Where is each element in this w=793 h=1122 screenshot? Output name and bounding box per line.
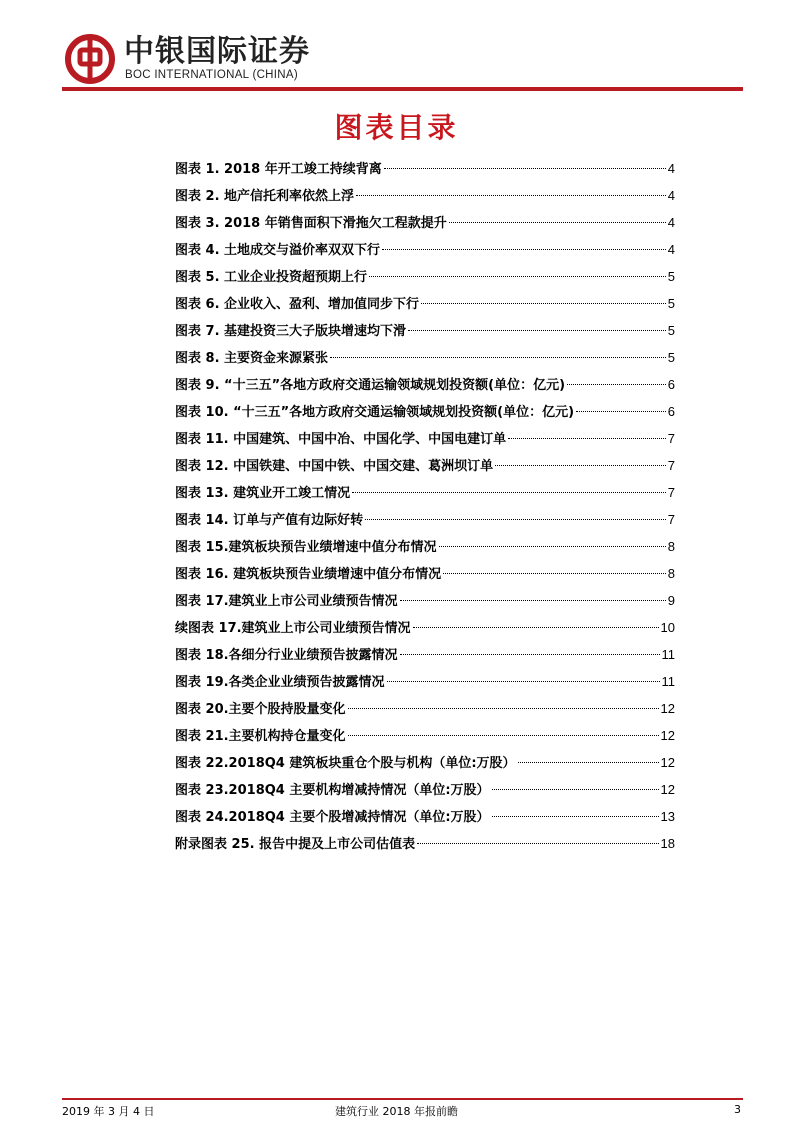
toc-leader-dots — [449, 222, 666, 223]
toc-leader-dots — [369, 276, 666, 277]
toc-leader-dots — [400, 600, 666, 601]
toc-leader-dots — [408, 330, 666, 331]
page-header — [0, 0, 793, 100]
toc-leader-dots — [492, 816, 659, 817]
header-divider — [62, 87, 743, 91]
toc-entry-page[interactable]: 4 — [667, 215, 675, 230]
toc-leader-dots — [352, 492, 666, 493]
toc-entry-label[interactable]: 图表 11. 中国建筑、中国中冶、中国化学、中国电建订单 — [175, 432, 507, 447]
toc-leader-dots — [492, 789, 659, 790]
toc-entry-label[interactable]: 附录图表 25. 报告中提及上市公司估值表 — [175, 837, 416, 852]
toc-entry-label[interactable]: 图表 2. 地产信托利率依然上浮 — [175, 189, 355, 204]
toc-entry-label[interactable]: 图表 21.主要机构持仓量变化 — [175, 729, 346, 744]
toc-entry-page[interactable]: 8 — [667, 539, 675, 554]
toc-entry-page[interactable]: 6 — [667, 404, 675, 419]
toc-entry-page[interactable]: 4 — [667, 188, 675, 203]
brand-name-cn: 中银国际证券 — [124, 34, 310, 69]
toc-leader-dots — [439, 546, 666, 547]
toc-leader-dots — [400, 654, 660, 655]
toc-entry[interactable] — [175, 699, 675, 726]
toc-entry-label[interactable]: 图表 24.2018Q4 主要个股增减持情况（单位:万股） — [175, 810, 490, 825]
toc-entry-label[interactable]: 图表 4. 土地成交与溢价率双双下行 — [175, 243, 381, 258]
toc-leader-dots — [365, 519, 666, 520]
toc-entry-label[interactable]: 图表 23.2018Q4 主要机构增减持情况（单位:万股） — [175, 783, 490, 798]
toc-entry-label[interactable]: 图表 13. 建筑业开工竣工情况 — [175, 486, 351, 501]
toc-entry-page[interactable]: 7 — [667, 458, 675, 473]
toc-leader-dots — [576, 411, 666, 412]
toc-entry-page[interactable]: 5 — [667, 296, 675, 311]
toc-entry-label[interactable]: 图表 22.2018Q4 建筑板块重仓个股与机构（单位:万股） — [175, 756, 516, 771]
toc-entry[interactable] — [175, 591, 675, 618]
toc-leader-dots — [567, 384, 666, 385]
toc-entry-label[interactable]: 续图表 17.建筑业上市公司业绩预告情况 — [175, 621, 411, 636]
toc-entry[interactable] — [175, 564, 675, 591]
toc-leader-dots — [443, 573, 666, 574]
toc-entry-page[interactable]: 7 — [667, 485, 675, 500]
toc-entry[interactable] — [175, 753, 675, 780]
toc-leader-dots — [417, 843, 658, 844]
toc-entry[interactable] — [175, 321, 675, 348]
toc-entry[interactable] — [175, 267, 675, 294]
toc-leader-dots — [384, 168, 666, 169]
toc-entry-label[interactable]: 图表 9. “十三五”各地方政府交通运输领域规划投资额(单位：亿元) — [175, 378, 566, 393]
toc-entry-label[interactable]: 图表 16. 建筑板块预告业绩增速中值分布情况 — [175, 567, 442, 582]
brand-name-en: BOC INTERNATIONAL (CHINA) — [125, 69, 298, 81]
toc-entry-label[interactable]: 图表 18.各细分行业业绩预告披露情况 — [175, 648, 398, 663]
toc-entry-page[interactable]: 5 — [667, 323, 675, 338]
page-title: 图表目录 — [334, 111, 459, 144]
toc-entry-page[interactable]: 7 — [667, 512, 675, 527]
toc-entry-page[interactable]: 12 — [660, 701, 675, 716]
toc-leader-dots — [421, 303, 666, 304]
toc-entry-label[interactable]: 图表 19.各类企业业绩预告披露情况 — [175, 675, 385, 690]
toc-entry[interactable] — [175, 240, 675, 267]
toc-entry-label[interactable]: 图表 20.主要个股持股量变化 — [175, 702, 346, 717]
footer-divider — [62, 1098, 743, 1100]
toc-leader-dots — [330, 357, 666, 358]
toc-entry-page[interactable]: 12 — [660, 728, 675, 743]
toc-entry[interactable] — [175, 726, 675, 753]
toc-entry-page[interactable]: 10 — [660, 620, 675, 635]
toc-entry[interactable] — [175, 672, 675, 699]
footer-report-title: 建筑行业 2018 年报前瞻 — [335, 1105, 458, 1118]
toc-entry-page[interactable]: 11 — [661, 647, 675, 662]
table-of-figures — [175, 159, 675, 861]
footer-page-number: 3 — [734, 1103, 741, 1116]
toc-entry-label[interactable]: 图表 15.建筑板块预告业绩增速中值分布情况 — [175, 540, 437, 555]
toc-entry-page[interactable]: 9 — [667, 593, 675, 608]
toc-entry[interactable] — [175, 294, 675, 321]
toc-entry[interactable] — [175, 645, 675, 672]
toc-leader-dots — [495, 465, 666, 466]
toc-entry-page[interactable]: 5 — [667, 269, 675, 284]
footer-date: 2019 年 3 月 4 日 — [62, 1105, 155, 1118]
toc-leader-dots — [518, 762, 659, 763]
toc-entry[interactable] — [175, 402, 675, 429]
toc-entry[interactable] — [175, 159, 675, 186]
toc-entry-label[interactable]: 图表 12. 中国铁建、中国中铁、中国交建、葛洲坝订单 — [175, 459, 494, 474]
toc-entry-label[interactable]: 图表 3. 2018 年销售面积下滑拖欠工程款提升 — [175, 216, 447, 231]
toc-entry[interactable] — [175, 348, 675, 375]
toc-leader-dots — [348, 735, 659, 736]
toc-entry-page[interactable]: 18 — [660, 836, 675, 851]
toc-entry-page[interactable]: 5 — [667, 350, 675, 365]
toc-leader-dots — [382, 249, 666, 250]
toc-entry[interactable] — [175, 510, 675, 537]
toc-entry-label[interactable]: 图表 8. 主要资金来源紧张 — [175, 351, 329, 366]
toc-entry-label[interactable]: 图表 10. “十三五”各地方政府交通运输领域规划投资额(单位：亿元) — [175, 405, 575, 420]
toc-entry[interactable] — [175, 834, 675, 861]
toc-entry[interactable] — [175, 456, 675, 483]
toc-entry-label[interactable]: 图表 1. 2018 年开工竣工持续背离 — [175, 162, 382, 177]
toc-entry[interactable] — [175, 429, 675, 456]
toc-leader-dots — [413, 627, 659, 628]
toc-entry[interactable] — [175, 780, 675, 807]
toc-entry[interactable] — [175, 375, 675, 402]
toc-leader-dots — [508, 438, 666, 439]
toc-entry-label[interactable]: 图表 5. 工业企业投资超预期上行 — [175, 270, 368, 285]
toc-entry-label[interactable]: 图表 7. 基建投资三大子版块增速均下滑 — [175, 324, 407, 339]
toc-entry-page[interactable]: 4 — [667, 161, 675, 176]
toc-entry[interactable] — [175, 213, 675, 240]
toc-entry-page[interactable]: 8 — [667, 566, 675, 581]
toc-entry-page[interactable]: 4 — [667, 242, 675, 257]
boc-logo-icon — [65, 34, 115, 84]
toc-entry[interactable] — [175, 483, 675, 510]
toc-entry[interactable] — [175, 618, 675, 645]
toc-leader-dots — [356, 195, 666, 196]
toc-entry-page[interactable]: 6 — [667, 377, 675, 392]
toc-entry-page[interactable]: 11 — [661, 674, 675, 689]
toc-entry-page[interactable]: 12 — [660, 782, 675, 797]
toc-leader-dots — [387, 681, 660, 682]
toc-entry[interactable] — [175, 186, 675, 213]
toc-entry-label[interactable]: 图表 14. 订单与产值有边际好转 — [175, 513, 364, 528]
toc-entry-page[interactable]: 7 — [667, 431, 675, 446]
toc-leader-dots — [348, 708, 659, 709]
toc-entry-page[interactable]: 12 — [660, 755, 675, 770]
toc-entry-page[interactable]: 13 — [660, 809, 675, 824]
toc-entry[interactable] — [175, 537, 675, 564]
toc-entry-label[interactable]: 图表 17.建筑业上市公司业绩预告情况 — [175, 594, 398, 609]
toc-entry[interactable] — [175, 807, 675, 834]
toc-entry-label[interactable]: 图表 6. 企业收入、盈利、增加值同步下行 — [175, 297, 420, 312]
